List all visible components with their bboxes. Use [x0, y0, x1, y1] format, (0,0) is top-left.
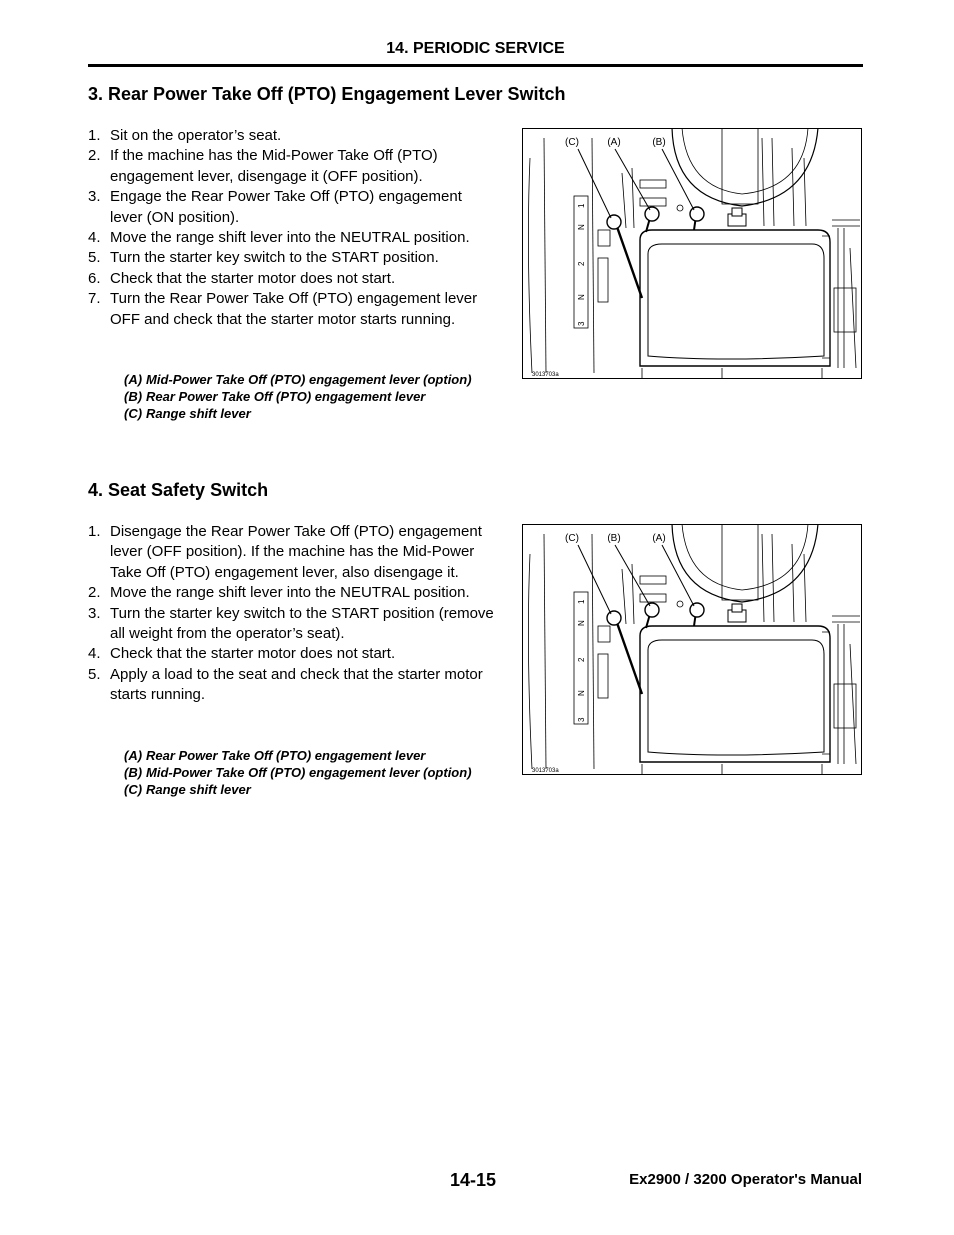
step-text: Check that the starter motor does not start. [110, 269, 396, 287]
step-item [88, 583, 498, 603]
callout-2: (A) [607, 137, 621, 148]
legend-text: Range shift lever [146, 406, 251, 421]
step-number: 2. [88, 584, 101, 602]
step-text: Check that the starter motor does not start. [110, 645, 396, 663]
legend-item [124, 371, 484, 388]
shift-label: 3 [577, 717, 586, 722]
step-text: Disengage the Rear Power Take Off (PTO) engagement lever (OFF position). If the machine has the Mid-Power Take Off (PTO) engagement lever, also disengage it. [110, 523, 482, 581]
callout-1: (C) [565, 533, 579, 544]
step-item [88, 644, 498, 664]
legend-tag: (A) [124, 748, 143, 763]
step-text: Move the range shift lever into the NEUTRAL position. [110, 229, 470, 247]
figure-seat-switch [522, 524, 862, 775]
legend-item [124, 764, 484, 781]
step-text: Apply a load to the seat and check that the starter motor starts running. [110, 665, 483, 704]
step-text: Turn the Rear Power Take Off (PTO) engagement lever OFF and check that the starter motor starts running. [110, 290, 478, 328]
legend-tag: (B) [124, 765, 143, 780]
step-item [88, 522, 498, 583]
legend-text: Mid-Power Take Off (PTO) engagement lever (option) [146, 765, 472, 780]
step-text: Sit on the operator’s seat. [110, 127, 282, 144]
manual-title: Ex2900 / 3200 Operator's Manual [629, 1171, 862, 1188]
step-number: 1. [88, 127, 101, 144]
step-text: Engage the Rear Power Take Off (PTO) engagement lever (ON position). [110, 188, 462, 226]
shift-label: N [577, 620, 586, 626]
section-header: 14. PERIODIC SERVICE [386, 40, 565, 57]
shift-label: 2 [577, 261, 586, 266]
callout-3: (B) [652, 137, 666, 148]
legend-text: Mid-Power Take Off (PTO) engagement lever (option) [146, 372, 472, 387]
legend-text: Range shift lever [146, 782, 251, 797]
section-3-legend [124, 371, 484, 422]
step-number: 3. [88, 604, 101, 622]
step-item [88, 269, 498, 289]
step-item [88, 604, 498, 645]
step-number: 4. [88, 229, 101, 247]
section-3-steps [88, 126, 498, 330]
page-number: 14-15 [450, 1170, 497, 1190]
shift-label: N [577, 690, 586, 696]
figure-pto-levers [522, 128, 862, 379]
shift-label: 1 [577, 599, 586, 604]
step-item [88, 146, 498, 187]
figure-code: 3013703a [532, 768, 559, 774]
section-4-steps [88, 522, 498, 706]
step-item [88, 665, 498, 706]
shift-label: 3 [577, 321, 586, 326]
callout-1: (C) [565, 137, 579, 148]
step-number: 3. [88, 188, 101, 206]
shift-label: 2 [577, 657, 586, 662]
legend-item [124, 388, 484, 405]
figure-code: 3013703a [532, 372, 559, 378]
step-text: Turn the starter key switch to the START position (remove all weight from the operator’s seat). [110, 604, 494, 643]
section-4-legend [124, 747, 484, 798]
legend-tag: (C) [124, 406, 143, 421]
tractor-control-illustration [522, 524, 862, 775]
step-number: 5. [88, 249, 101, 267]
tractor-control-illustration [522, 128, 862, 379]
step-item [88, 126, 498, 146]
step-item [88, 289, 498, 330]
step-item [88, 187, 498, 228]
shift-label: 1 [577, 203, 586, 208]
step-text: If the machine has the Mid-Power Take Off (PTO) engagement lever, disengage it (OFF position). [110, 147, 438, 185]
step-item [88, 228, 498, 248]
step-number: 6. [88, 269, 101, 287]
step-text: Turn the starter key switch to the START position. [110, 249, 439, 267]
section-3-title: 3. Rear Power Take Off (PTO) Engagement Lever Switch [88, 84, 566, 104]
legend-item [124, 405, 484, 422]
callout-2: (B) [607, 533, 621, 544]
legend-text: Rear Power Take Off (PTO) engagement lever [146, 389, 426, 404]
step-text: Move the range shift lever into the NEUTRAL position. [110, 584, 470, 602]
section-4-title: 4. Seat Safety Switch [88, 480, 269, 500]
step-number: 2. [88, 147, 101, 165]
step-number: 7. [88, 290, 101, 308]
shift-label: N [577, 224, 586, 230]
step-number: 4. [88, 645, 101, 663]
step-number: 1. [88, 523, 101, 540]
step-number: 5. [88, 665, 101, 683]
header-rule [88, 64, 863, 67]
legend-item [124, 747, 484, 764]
legend-text: Rear Power Take Off (PTO) engagement lever [146, 748, 426, 763]
step-item [88, 248, 498, 268]
legend-tag: (A) [124, 372, 143, 387]
legend-item [124, 781, 484, 798]
callout-3: (A) [652, 533, 666, 544]
shift-label: N [577, 294, 586, 300]
legend-tag: (C) [124, 782, 143, 797]
legend-tag: (B) [124, 389, 143, 404]
